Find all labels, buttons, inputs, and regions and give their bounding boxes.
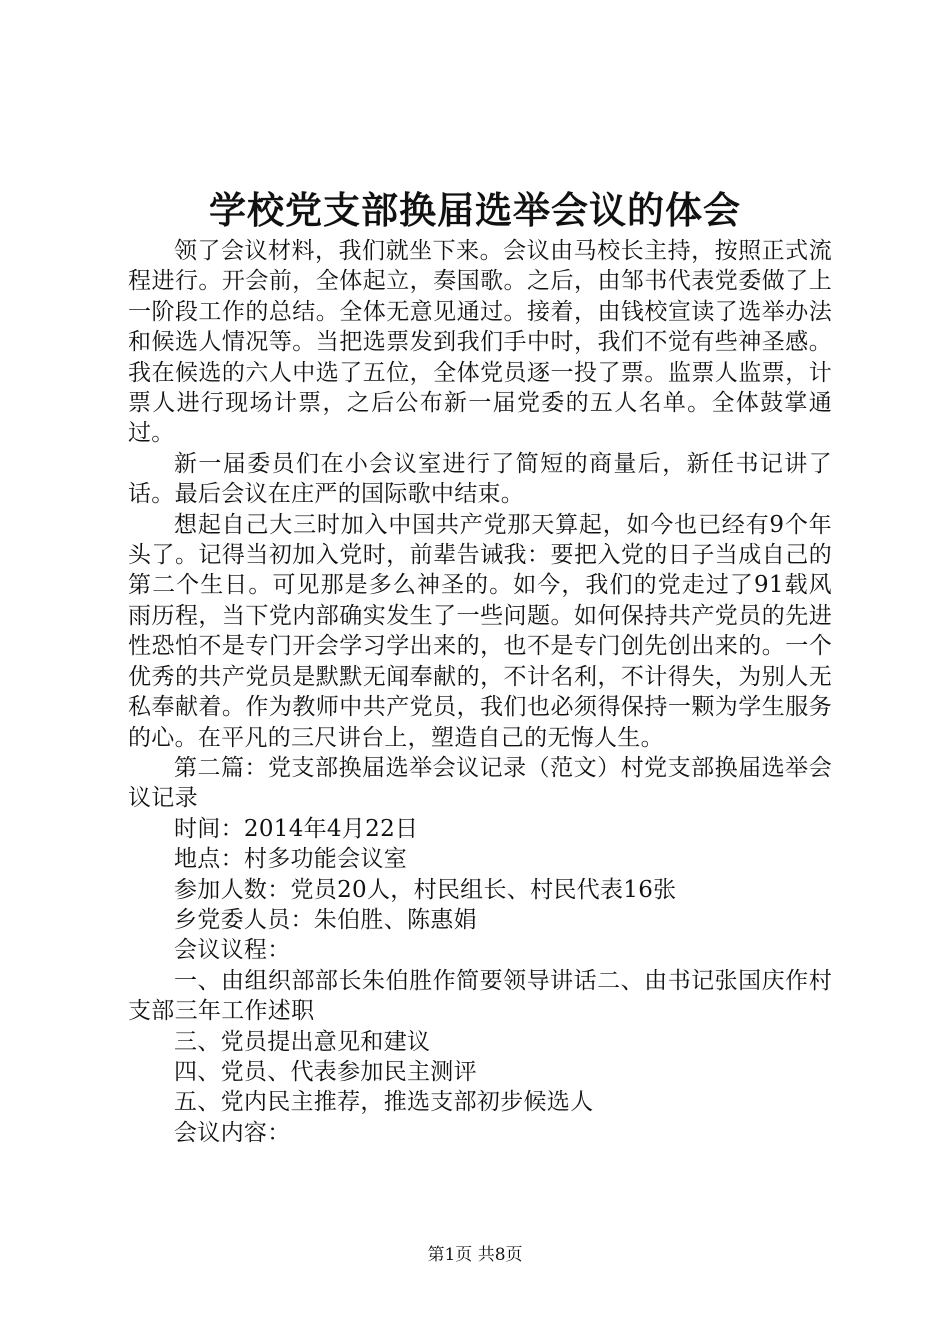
section-heading: 第二篇：党支部换届选举会议记录（范文）村党支部换届选举会议记录 — [128, 754, 832, 812]
agenda-item: 三、党员提出意见和建议 — [174, 1028, 431, 1055]
agenda-item: 四、党员、代表参加民主测评 — [174, 1058, 477, 1085]
paragraph: 新一届委员们在小会议室进行了简短的商量后，新任书记讲了话。最后会议在庄严的国际歌中结束。 — [128, 450, 832, 508]
meeting-time: 时间：2014年4月22日 — [174, 815, 419, 842]
page-number: 第1页 共8页 — [427, 1245, 523, 1265]
document-title: 学校党支部换届选举会议的体会 — [209, 188, 741, 232]
agenda-heading: 会议议程： — [174, 937, 291, 964]
paragraph: 领了会议材料，我们就坐下来。会议由马校长主持，按照正式流程进行。开会前，全体起立，奏国歌。之后，由邹书代表党委做了上一阶段工作的总结。全体无意见通过。接着，由钱校宣读了选举办法和候选人情况等。当把选票发到我们手中时，我们不觉有些神圣感。我在候选的六人中选了五位，全体党员逐一投了票。监票人监票，计票人进行现场计票，之后公布新一届党委的五人名单。全体鼓掌通过。 — [128, 238, 832, 447]
agenda-item: 一、由组织部部长朱伯胜作简要领导讲话二、由书记张国庆作村支部三年工作述职 — [128, 967, 832, 1025]
paragraph: 想起自己大三时加入中国共产党那天算起，如今也已经有9个年头了。记得当初加入党时，前辈告诫我：要把入党的日子当成自己的第二个生日。可见那是多么神圣的。如今，我们的党走过了91载风雨历程，当下党内部确实发生了一些问题。如何保持共产党员的先进性恐怕不是专门开会学习学出来的，也不是专门创先创出来的。一个优秀的共产党员是默默无闻奉献的，不计名利，不计得失，为别人无私奉献着。作为教师中共产党员，我们也必须得保持一颗为学生服务的心。在平凡的三尺讲台上，塑造自己的无悔人生。 — [128, 511, 832, 751]
meeting-location: 地点：村多功能会议室 — [174, 846, 407, 873]
document-body — [128, 236, 832, 1148]
content-heading: 会议内容： — [174, 1119, 291, 1146]
meeting-party-officials: 乡党委人员：朱伯胜、陈惠娟 — [174, 906, 477, 933]
agenda-item: 五、党内民主推荐，推选支部初步候选人 — [174, 1089, 594, 1116]
meeting-attendance: 参加人数：党员20人，村民组长、村民代表16张 — [174, 876, 677, 903]
